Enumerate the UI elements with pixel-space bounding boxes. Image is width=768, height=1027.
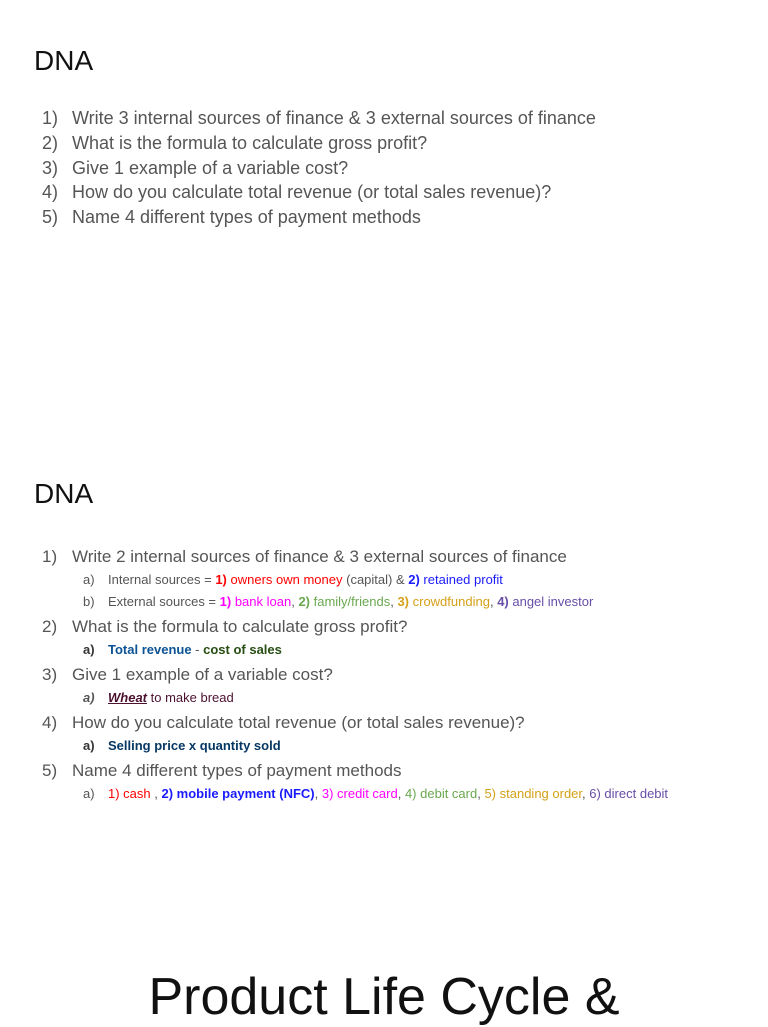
slide-1-title: DNA [34,45,94,76]
answer-5a: a) 1) cash , 2) mobile payment (NFC), 3) credit card, 4) debit card, 5) standing order, 6) direct debit [83,786,669,801]
slide-3 [0,955,768,1024]
list-item: 3) Give 1 example of a variable cost? [42,157,349,178]
slide-2 [0,440,768,940]
slide-3-title: Product Life Cycle & [148,968,620,1026]
question-3: 3) Give 1 example of a variable cost? a) Wheat to make bread [42,663,668,709]
slide-1 [0,0,768,430]
question-1: 1) Write 2 internal sources of finance & 3 external sources of finance a) Internal sources = 1) owners own money (capital) & 2) retained profit b) External sources = 1) bank loan, 2) family/friends, 3) crowdfunding, 4) angel investor [42,545,668,613]
list-item: 2) What is the formula to calculate gross profit? [42,132,428,153]
list-item: 1) Write 3 internal sources of finance & 3 external sources of finance [42,108,596,128]
list-item: 5) Name 4 different types of payment methods [42,207,421,228]
answer-2a: a) Total revenue - cost of sales [83,642,282,657]
answer-4a: a) Selling price x quantity sold [83,738,281,753]
question-list [42,106,596,230]
question-2: 2) What is the formula to calculate gross profit? a) Total revenue - cost of sales [42,615,668,661]
question-5: 5) Name 4 different types of payment methods a) 1) cash , 2) mobile payment (NFC), 3) credit card, 4) debit card, 5) standing order, 6) direct debit [42,759,668,805]
answer-1a: a) Internal sources = 1) owners own money (capital) & 2) retained profit [83,572,503,587]
answer-list [42,545,668,807]
answer-1b: b) External sources = 1) bank loan, 2) family/friends, 3) crowdfunding, 4) angel investor [83,594,594,609]
slide-2-title: DNA [34,478,94,509]
question-4: 4) How do you calculate total revenue (or total sales revenue)? a) Selling price x quantity sold [42,711,668,757]
list-item: 4) How do you calculate total revenue (or total sales revenue)? [42,182,552,203]
answer-3a: a) Wheat to make bread [83,690,234,705]
